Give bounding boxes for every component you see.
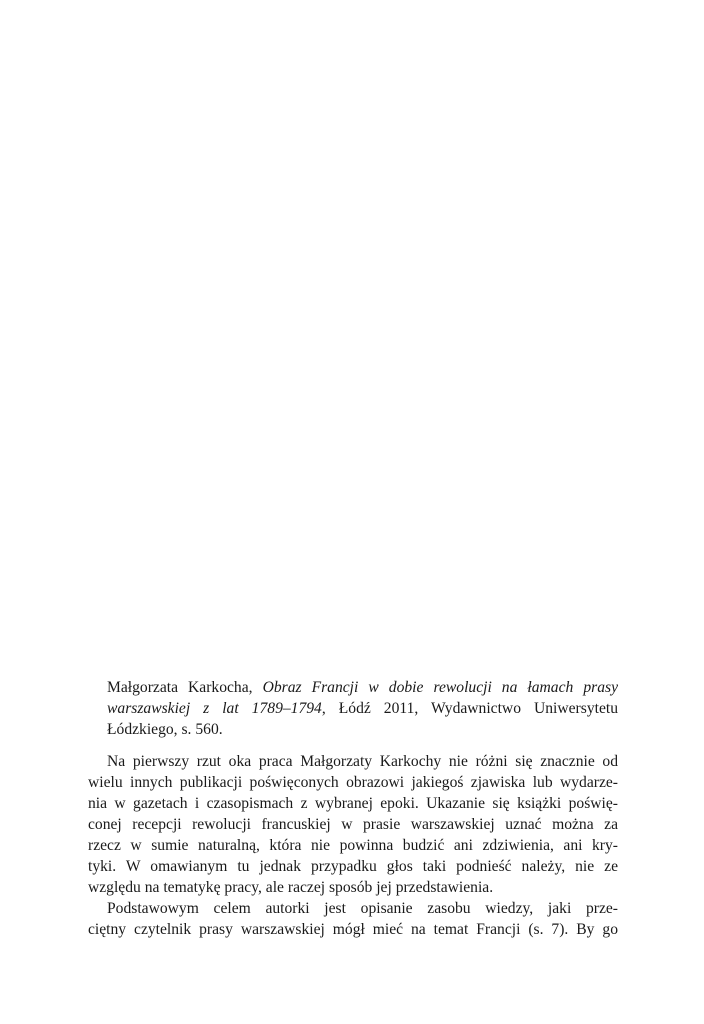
paragraph-2-line: ciętny czytelnik prasy warszawskiej mógł mieć na temat Francji (s. 7). By go: [88, 921, 618, 938]
paragraph-1-line: conej recepcji rewolucji francuskiej w prasie warszawskiej uznać można za: [88, 816, 618, 833]
citation-author: Małgorzata Karkocha,: [107, 679, 263, 696]
bibliographic-citation: [88, 677, 618, 740]
paragraph-2-line: Podstawowym celem autorki jest opisanie zasobu wiedzy, jaki prze-: [107, 900, 618, 917]
citation-line-3: Łódzkiego, s. 560.: [107, 721, 223, 738]
citation-line-2: [107, 698, 618, 719]
citation-title-part-2: warszawskiej z lat 1789–1794: [107, 700, 322, 717]
paragraph-1-line: Na pierwszy rzut oka praca Małgorzaty Karkochy nie różni się znacznie od: [107, 753, 618, 770]
paragraph-1-line: nia w gazetach i czasopismach z wybranej epoki. Ukazanie się książki poświę-: [88, 795, 618, 812]
paragraph-1-line: wielu innych publikacji poświęconych obrazowi jakiegoś zjawiska lub wydarze-: [88, 774, 618, 791]
paragraph-1-line: tyki. W omawianym tu jednak przypadku głos taki podnieść należy, nie ze: [88, 858, 618, 875]
citation-title-part-1: Obraz Francji w dobie rewolucji na łamach prasy: [262, 679, 619, 696]
paragraph-1-line: względu na tematykę pracy, ale raczej sposób jej przedstawienia.: [88, 879, 494, 896]
paragraph-1: [88, 751, 618, 898]
paragraph-1-line: rzecz w sumie naturalną, która nie powinna budzić ani zdziwienia, ani kry-: [88, 837, 618, 854]
review-body: [88, 751, 618, 940]
citation-publisher: , Łódź 2011, Wydawnictwo Uniwersytetu: [321, 700, 618, 717]
paragraph-2: [88, 898, 618, 940]
citation-line-1: [107, 677, 618, 698]
